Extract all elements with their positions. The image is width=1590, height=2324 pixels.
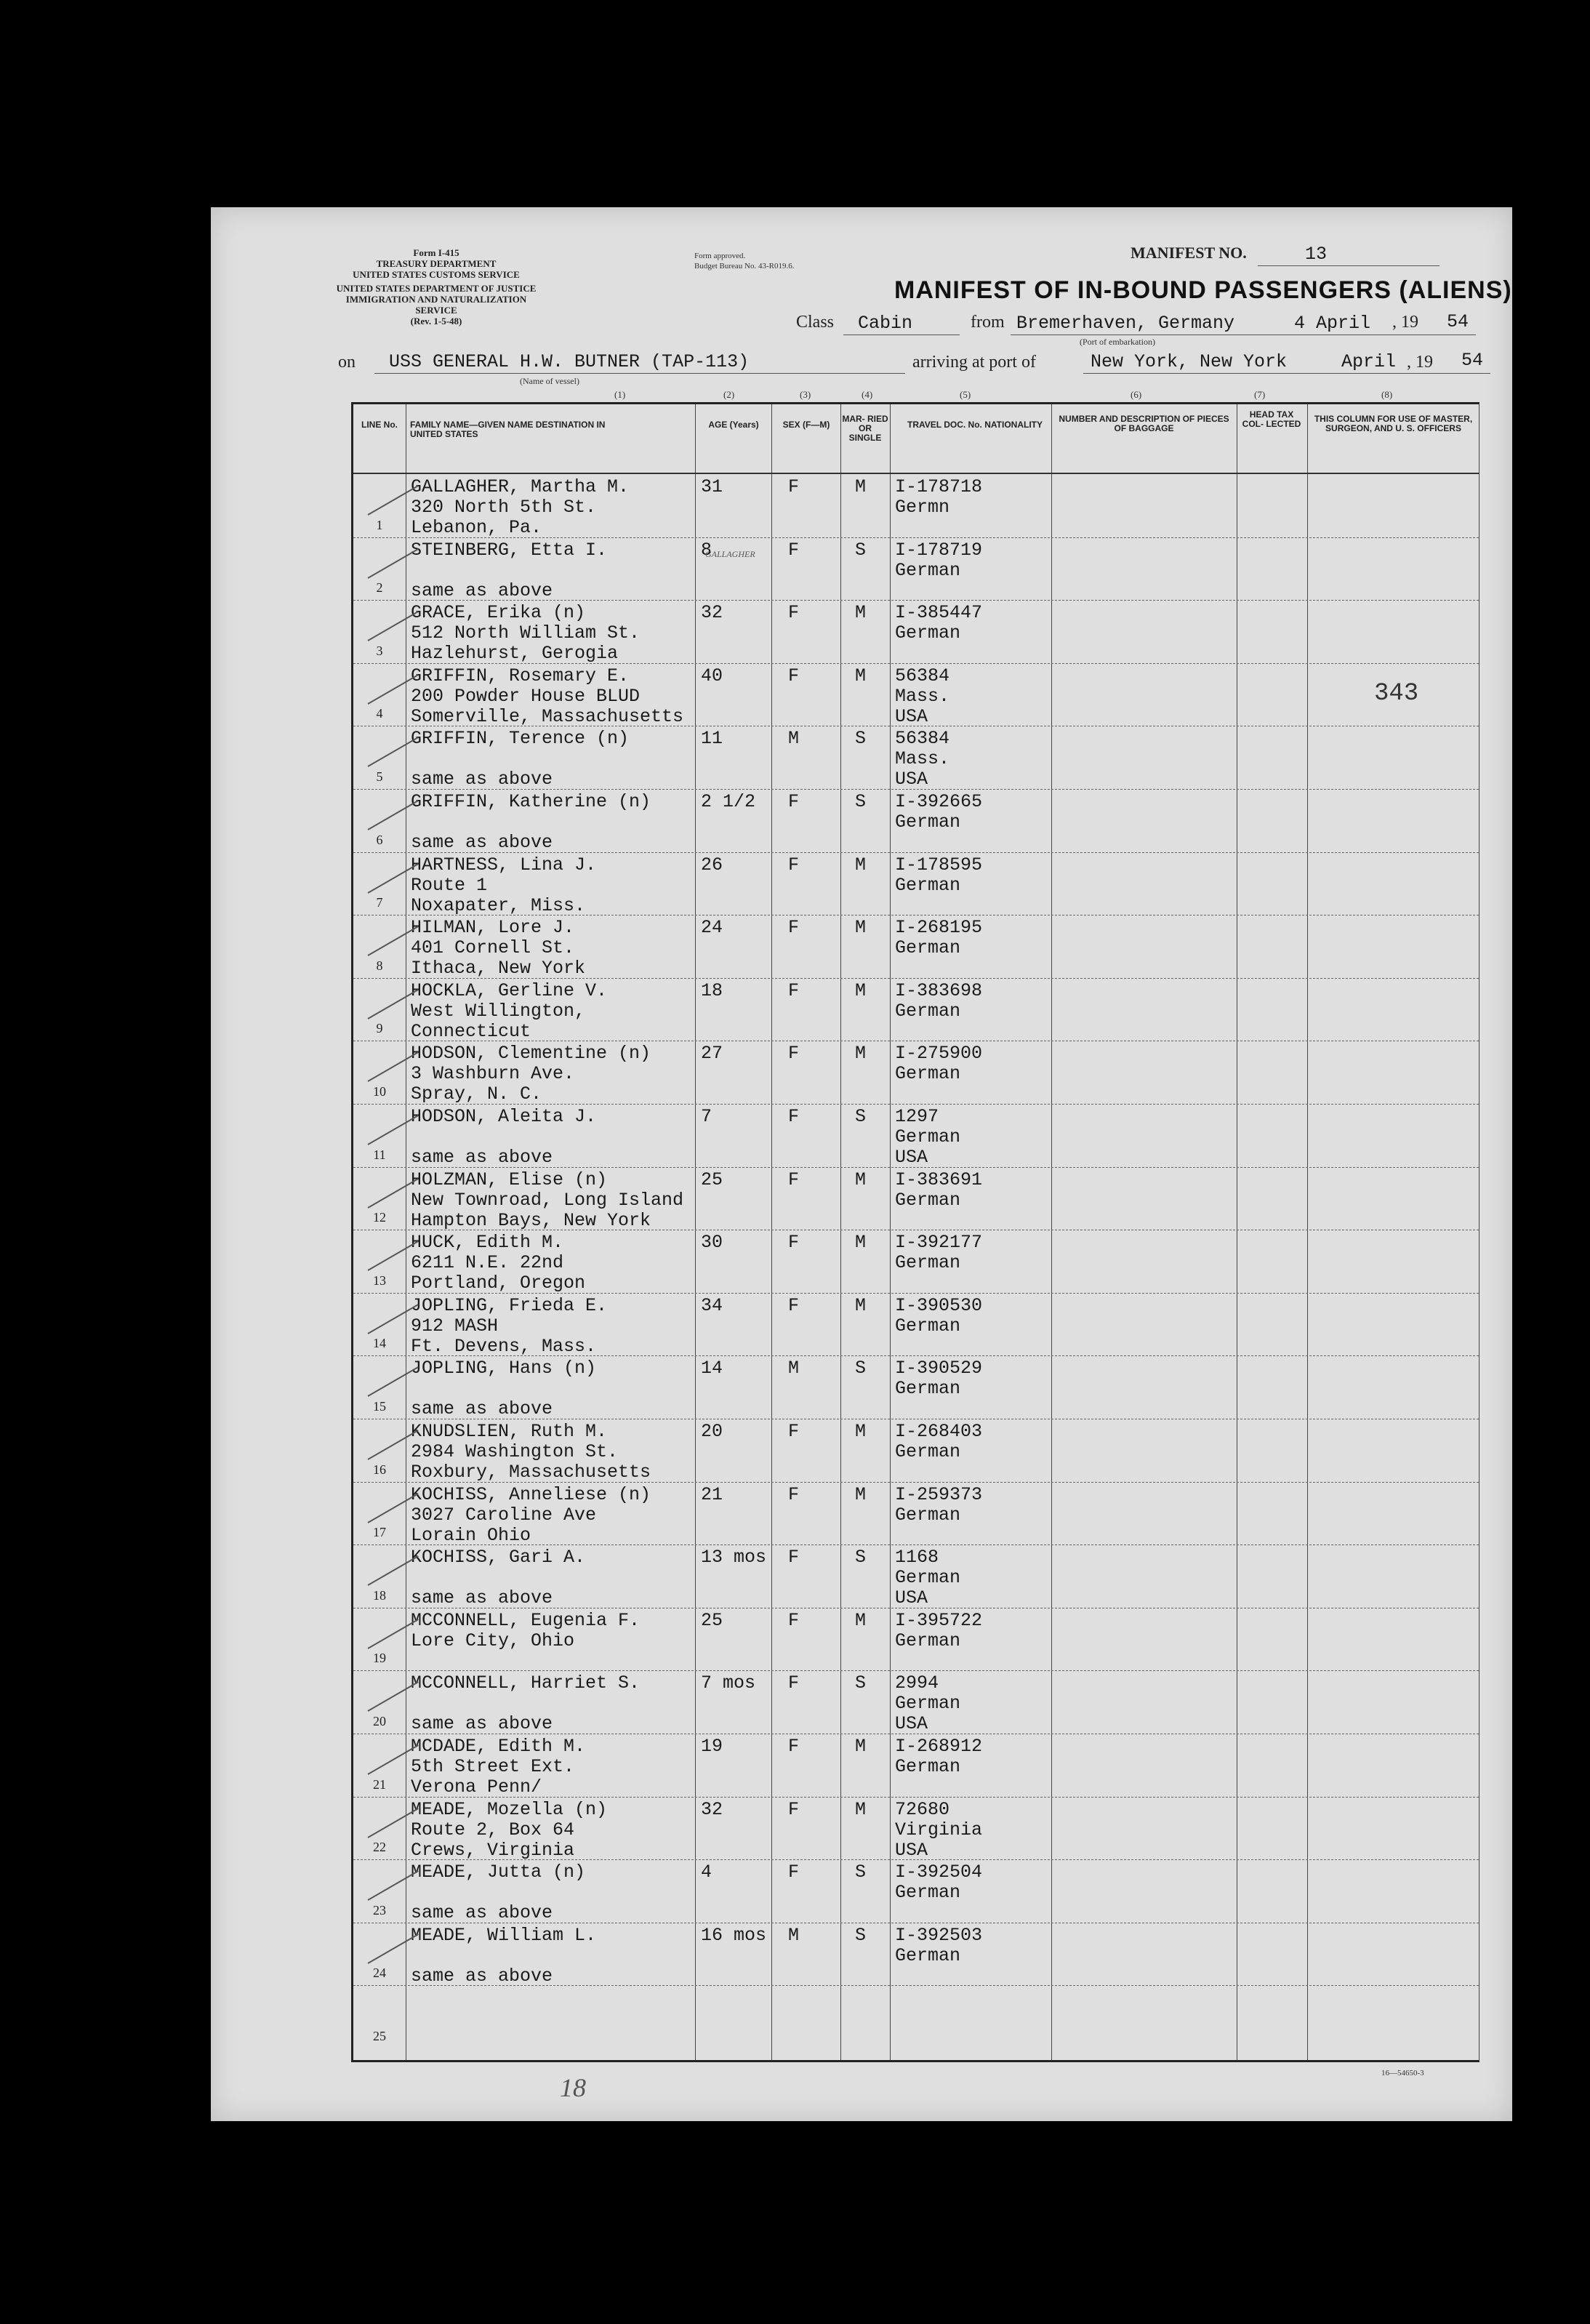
row-marital-status: M — [855, 1043, 867, 1065]
row-travel-doc: I-392665 German — [895, 791, 983, 833]
row-travel-doc: 2994 German USA — [895, 1672, 961, 1735]
row-divider — [353, 1482, 1479, 1483]
row-line-number: 22 — [373, 1840, 386, 1855]
row-age: 32 — [701, 1798, 723, 1820]
row-name-destination: MCCONNELL, Eugenia F. Lore City, Ohio — [411, 1609, 641, 1651]
pencil-note: 18 — [560, 2073, 586, 2102]
row-sex: F — [788, 1862, 800, 1883]
row-sex: F — [788, 1736, 800, 1757]
row-age: 8 — [701, 539, 712, 561]
row-sex: F — [788, 1609, 800, 1631]
table-row — [353, 1608, 1479, 1671]
row-sex: F — [788, 602, 800, 624]
row-name-destination: STEINBERG, Etta I. same as above — [411, 539, 608, 601]
arrival-date: April — [1341, 351, 1397, 372]
row-name-destination: GRIFFIN, Katherine (n) same as above — [411, 791, 651, 853]
row-age: 16 mos — [701, 1924, 767, 1946]
row-name-destination: GRIFFIN, Terence (n) same as above — [411, 728, 630, 790]
department-of-justice: UNITED STATES DEPARTMENT OF JUSTICE — [336, 283, 537, 294]
row-sex: M — [788, 1358, 800, 1379]
row-line-number: 20 — [373, 1713, 386, 1728]
table-row — [353, 1104, 1479, 1167]
approval-line: Form approved. — [694, 252, 746, 260]
revision-date: (Rev. 1-5-48) — [410, 316, 462, 326]
immigration-service: IMMIGRATION AND NATURALIZATION SERVICE — [345, 294, 527, 316]
row-divider — [353, 1355, 1479, 1356]
row-name-destination: GRACE, Erika (n) 512 North William St. Hazlehurst, Gerogia — [411, 602, 641, 665]
row-name-destination: JOPLING, Frieda E. 912 MASH Ft. Devens, Mass. — [411, 1294, 608, 1357]
row-sex: F — [788, 1169, 800, 1190]
row-age: 27 — [701, 1043, 723, 1065]
row-travel-doc: 1297 German USA — [895, 1106, 961, 1168]
table-row — [353, 1167, 1479, 1230]
row-marital-status: M — [855, 979, 867, 1001]
row-travel-doc: I-268912 German — [895, 1736, 983, 1777]
passenger-table — [351, 402, 1479, 2062]
table-row — [353, 1419, 1479, 1482]
manifest-page — [211, 207, 1512, 2121]
row-marital-status: M — [855, 1798, 867, 1820]
class-label: Class — [796, 313, 835, 332]
table-row — [353, 1293, 1479, 1356]
vessel-underline — [374, 373, 905, 374]
row-divider — [353, 852, 1479, 853]
row-marital-status: M — [855, 602, 867, 624]
row-divider — [353, 1985, 1479, 1986]
row-line-number: 14 — [373, 1336, 386, 1351]
row-sex: M — [788, 728, 800, 750]
row-age: 7 — [701, 1106, 712, 1127]
row-marital-status: M — [855, 665, 867, 686]
col-num-3: (3) — [800, 389, 811, 400]
row-travel-doc: I-385447 German — [895, 602, 983, 644]
row-line-number: 10 — [373, 1083, 386, 1099]
manifest-number-label: MANIFEST NO. — [1131, 244, 1247, 262]
row-age: 4 — [701, 1862, 712, 1883]
row-divider — [353, 1167, 1479, 1168]
table-row — [353, 1859, 1479, 1923]
row-divider — [353, 1797, 1479, 1798]
arrival-underline — [1083, 373, 1490, 374]
row-line-number: 1 — [376, 517, 383, 532]
row-travel-doc: I-392177 German — [895, 1232, 983, 1274]
row-age: 30 — [701, 1232, 723, 1254]
row-sex: F — [788, 476, 800, 497]
row-travel-doc: 56384 Mass. USA — [895, 728, 950, 790]
row-name-destination: HOCKLA, Gerline V. West Willington, Connecticut — [411, 979, 608, 1042]
row-age: 7 mos — [701, 1672, 756, 1694]
row-sex: F — [788, 1672, 800, 1694]
embarkation-date: 4 April — [1294, 313, 1371, 334]
table-row — [353, 1544, 1479, 1608]
on-label: on — [338, 353, 356, 372]
header-age: AGE (Years) — [708, 420, 759, 430]
row-line-number: 23 — [373, 1902, 386, 1918]
row-line-number: 3 — [376, 643, 383, 658]
row-sex: F — [788, 1483, 800, 1505]
table-row — [353, 1670, 1479, 1734]
row-divider — [353, 789, 1479, 790]
row-line-number: 25 — [373, 2028, 386, 2043]
row-marital-status: M — [855, 1232, 867, 1254]
row-name-destination: HODSON, Clementine (n) 3 Washburn Ave. Spray, N. C. — [411, 1043, 651, 1105]
row-age: 18 — [701, 979, 723, 1001]
row-line-number: 18 — [373, 1587, 386, 1603]
row-sex: F — [788, 917, 800, 939]
row-age: 21 — [701, 1483, 723, 1505]
col-num-5: (5) — [960, 389, 971, 400]
row-age: 25 — [701, 1169, 723, 1190]
row-marital-status: M — [855, 1483, 867, 1505]
row-sex: F — [788, 1294, 800, 1316]
row-sex: F — [788, 979, 800, 1001]
row-divider — [353, 1670, 1479, 1671]
row-marital-status: S — [855, 1924, 867, 1946]
row-name-destination: HODSON, Aleita J. same as above — [411, 1106, 597, 1168]
row-line-number: 19 — [373, 1651, 386, 1666]
row-line-number: 24 — [373, 1966, 386, 1981]
header-baggage: NUMBER AND DESCRIPTION OF PIECES OF BAGGAGE — [1059, 414, 1229, 433]
row-divider — [353, 663, 1479, 664]
row-divider — [353, 1104, 1479, 1105]
table-row — [353, 537, 1479, 601]
row-travel-doc: I-390529 German — [895, 1358, 983, 1400]
table-row — [353, 1230, 1479, 1293]
table-row — [353, 852, 1479, 915]
table-row — [353, 600, 1479, 663]
row-name-destination: KNUDSLIEN, Ruth M. 2984 Washington St. Roxbury, Massachusetts — [411, 1421, 651, 1483]
table-body — [353, 474, 1479, 2060]
table-row — [353, 1734, 1479, 1797]
row-name-destination: MEADE, Jutta (n) same as above — [411, 1862, 586, 1924]
row-line-number: 2 — [376, 580, 383, 596]
row-travel-doc: I-275900 German — [895, 1043, 983, 1085]
header-sex: SEX (F—M) — [782, 420, 830, 430]
col-num-7: (7) — [1254, 389, 1266, 400]
row-travel-doc: I-178719 German — [895, 539, 983, 581]
row-line-number: 7 — [376, 895, 383, 910]
row-marital-status: M — [855, 1294, 867, 1316]
row-name-destination: HUCK, Edith M. 6211 N.E. 22nd Portland, Oregon — [411, 1232, 586, 1294]
row-age: 31 — [701, 476, 723, 497]
row-line-number: 15 — [373, 1398, 386, 1414]
row-travel-doc: I-392503 German — [895, 1924, 983, 1966]
class-underline — [843, 334, 960, 335]
row-age: 40 — [701, 665, 723, 686]
row-line-number: 16 — [373, 1462, 386, 1477]
row-age: 2 1/2 — [701, 791, 756, 812]
row-age: 32 — [701, 602, 723, 624]
row-name-destination: KOCHISS, Gari A. same as above — [411, 1547, 586, 1609]
row-travel-doc: I-390530 German — [895, 1294, 983, 1337]
row-sex: F — [788, 791, 800, 812]
header-married: MAR- RIED OR SINGLE — [842, 414, 888, 443]
row-marital-status: S — [855, 1672, 867, 1694]
page-title: MANIFEST OF IN-BOUND PASSENGERS (ALIENS) — [894, 276, 1512, 304]
arriving-label: arriving at port of — [912, 353, 1036, 372]
row-travel-doc: I-395722 German — [895, 1609, 983, 1651]
row-line-number: 6 — [376, 832, 383, 847]
table-row — [353, 1041, 1479, 1104]
col-num-1: (1) — [614, 389, 626, 400]
row-sex: F — [788, 1421, 800, 1442]
row-line-number: 8 — [376, 958, 383, 973]
footer-code: 16—54650-3 — [1381, 2069, 1424, 2077]
vessel-name: USS GENERAL H.W. BUTNER (TAP-113) — [389, 351, 750, 372]
row-marital-status: M — [855, 854, 867, 875]
header-line-no: LINE No. — [361, 420, 398, 430]
row-marital-status: S — [855, 791, 867, 812]
table-row — [353, 978, 1479, 1041]
row-travel-doc: 1168 German USA — [895, 1547, 961, 1609]
customs-service: UNITED STATES CUSTOMS SERVICE — [353, 269, 520, 280]
row-sex: F — [788, 1043, 800, 1065]
row-age: 13 mos — [701, 1547, 767, 1568]
row-name-destination: KOCHISS, Anneliese (n) 3027 Caroline Ave Lorain Ohio — [411, 1483, 651, 1546]
row-line-number: 11 — [373, 1147, 386, 1162]
row-sex: F — [788, 1547, 800, 1568]
row-divider — [353, 978, 1479, 979]
header-officers: THIS COLUMN FOR USE OF MASTER, SURGEON, AND U. S. OFFICERS — [1314, 414, 1473, 433]
row-line-number: 12 — [373, 1210, 386, 1225]
arrival-year-prefix: , 19 — [1407, 353, 1433, 372]
row-divider — [353, 1293, 1479, 1294]
row-marital-status: M — [855, 476, 867, 497]
arrival-year: 54 — [1461, 350, 1484, 371]
row-travel-doc: I-392504 German — [895, 1862, 983, 1904]
header-travel-doc: TRAVEL DOC. No. NATIONALITY — [907, 420, 1043, 430]
row-line-number: 5 — [376, 769, 383, 784]
row-sex: F — [788, 1232, 800, 1254]
row-marital-status: S — [855, 1862, 867, 1883]
row-age: 24 — [701, 917, 723, 939]
row-name-destination: MCDADE, Edith M. 5th Street Ext. Verona Penn/ — [411, 1736, 586, 1798]
row-line-number: 9 — [376, 1021, 383, 1036]
arrival-port: New York, New York — [1091, 351, 1288, 372]
row-marital-status: S — [855, 539, 867, 561]
form-approval — [694, 251, 794, 271]
row-marital-status: M — [855, 1609, 867, 1631]
table-row — [353, 1985, 1479, 2048]
row-marital-status: S — [855, 1358, 867, 1379]
table-row — [353, 1482, 1479, 1545]
row-travel-doc: I-268195 German — [895, 917, 983, 959]
manifest-underline — [1258, 265, 1440, 266]
row-travel-doc: I-383698 German — [895, 979, 983, 1022]
port-note: (Port of embarkation) — [1080, 337, 1155, 347]
row-divider — [353, 1859, 1479, 1860]
margin-note: GALLAGHER — [705, 549, 755, 559]
row-sex: F — [788, 1798, 800, 1820]
row-age: 14 — [701, 1358, 723, 1379]
row-divider — [353, 600, 1479, 601]
row-age: 26 — [701, 854, 723, 875]
row-age: 25 — [701, 1609, 723, 1631]
row-travel-doc: I-268403 German — [895, 1421, 983, 1462]
col-num-2: (2) — [723, 389, 735, 400]
row-age: 11 — [701, 728, 723, 750]
row-marital-status: M — [855, 1736, 867, 1757]
embarkation-year: 54 — [1447, 311, 1469, 332]
manifest-number: 13 — [1305, 244, 1328, 265]
col-num-6: (6) — [1131, 389, 1142, 400]
row-line-number: 13 — [373, 1273, 386, 1288]
row-sex: F — [788, 539, 800, 561]
row-sex: F — [788, 1106, 800, 1127]
row-marital-status: M — [855, 1169, 867, 1190]
row-age: 19 — [701, 1736, 723, 1757]
row-travel-doc: I-178595 German — [895, 854, 983, 896]
header-name: FAMILY NAME—GIVEN NAME DESTINATION IN UNITED STATES — [410, 420, 606, 439]
row-marital-status: M — [855, 1421, 867, 1442]
stamp-number: 343 — [1374, 680, 1419, 708]
vessel-note: (Name of vessel) — [520, 376, 579, 386]
form-number: Form I-415 — [413, 247, 459, 258]
embarkation-port: Bremerhaven, Germany — [1016, 313, 1235, 334]
class-value: Cabin — [858, 313, 913, 334]
budget-bureau-line: Budget Bureau No. 43-R019.6. — [694, 262, 795, 271]
row-name-destination: GRIFFIN, Rosemary E. 200 Powder House BLUD Somerville, Massachusetts — [411, 665, 684, 727]
year-prefix: , 19 — [1392, 313, 1418, 332]
row-marital-status: S — [855, 1106, 867, 1127]
table-row — [353, 474, 1479, 537]
table-row — [353, 789, 1479, 852]
row-age: 20 — [701, 1421, 723, 1442]
row-divider — [353, 537, 1479, 538]
header-head-tax: HEAD TAX COL- LECTED — [1242, 409, 1301, 429]
row-name-destination: MCCONNELL, Harriet S. same as above — [411, 1672, 641, 1735]
row-travel-doc: I-178718 Germn — [895, 476, 983, 518]
row-name-destination: MEADE, Mozella (n) Route 2, Box 64 Crews, Virginia — [411, 1798, 608, 1861]
table-row — [353, 915, 1479, 978]
row-marital-status: S — [855, 728, 867, 750]
row-travel-doc: 72680 Virginia USA — [895, 1798, 983, 1861]
row-travel-doc: I-259373 German — [895, 1483, 983, 1526]
row-sex: F — [788, 854, 800, 875]
row-divider — [353, 1544, 1479, 1545]
row-sex: M — [788, 1924, 800, 1946]
row-name-destination: MEADE, William L. same as above — [411, 1924, 597, 1987]
row-name-destination: JOPLING, Hans (n) same as above — [411, 1358, 597, 1420]
table-row — [353, 726, 1479, 789]
row-travel-doc: 56384 Mass. USA — [895, 665, 950, 727]
form-agency-block — [327, 247, 545, 326]
table-row — [353, 1797, 1479, 1860]
row-line-number: 17 — [373, 1525, 386, 1540]
row-travel-doc: I-383691 German — [895, 1169, 983, 1211]
row-marital-status: M — [855, 917, 867, 939]
row-name-destination: GALLAGHER, Martha M. 320 North 5th St. Lebanon, Pa. — [411, 476, 630, 538]
col-num-8: (8) — [1381, 389, 1393, 400]
row-name-destination: HARTNESS, Lina J. Route 1 Noxapater, Miss. — [411, 854, 597, 916]
table-row — [353, 1923, 1479, 1986]
row-marital-status: S — [855, 1547, 867, 1568]
col-num-4: (4) — [862, 389, 873, 400]
treasury-department: TREASURY DEPARTMENT — [376, 258, 497, 269]
table-row — [353, 1355, 1479, 1419]
from-label: from — [971, 313, 1005, 332]
row-age: 34 — [701, 1294, 723, 1316]
row-line-number: 4 — [376, 706, 383, 721]
row-name-destination: HOLZMAN, Elise (n) New Townroad, Long Island Hampton Bays, New York — [411, 1169, 684, 1231]
row-sex: F — [788, 665, 800, 686]
row-line-number: 21 — [373, 1776, 386, 1792]
from-underline — [1011, 334, 1476, 335]
row-name-destination: HILMAN, Lore J. 401 Cornell St. Ithaca, New York — [411, 917, 586, 979]
table-row — [353, 663, 1479, 726]
